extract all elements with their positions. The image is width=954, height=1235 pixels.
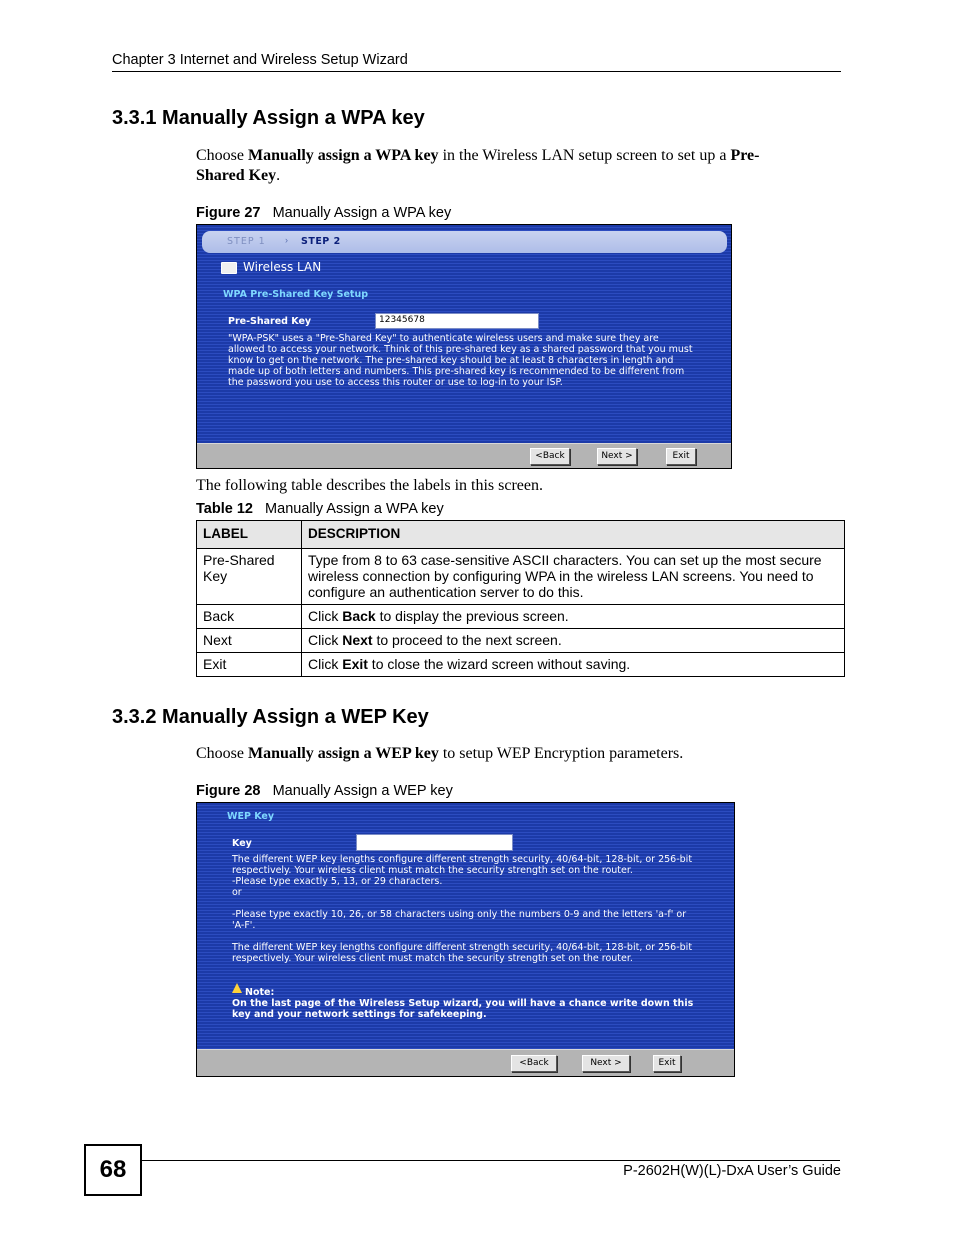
wep-button-bar	[197, 1049, 734, 1076]
intro-bold: Shared Key	[196, 167, 277, 184]
description-text: Click	[308, 632, 343, 648]
figure-label: Figure 27	[196, 205, 261, 221]
column-header-description: DESCRIPTION	[302, 521, 845, 549]
help-line: "WPA-PSK" uses a "Pre-Shared Key" to authenticate wireless users and make sure they are	[228, 333, 659, 344]
row-description	[302, 629, 845, 653]
column-header-label: LABEL	[197, 521, 302, 549]
intro-text: in the Wireless LAN setup screen to set up a	[438, 147, 731, 164]
row-label-line: Key	[203, 568, 228, 584]
description-bold: Exit	[342, 656, 368, 672]
step-1-tab[interactable]: STEP 1	[227, 236, 266, 247]
wpa-key-screenshot	[196, 224, 732, 469]
warning-icon	[232, 983, 242, 993]
wpa-help-text	[228, 333, 723, 388]
wep-key-input[interactable]	[356, 834, 513, 851]
help-line: made up of both letters and numbers. This pre-shared key is recommended to be different from	[228, 366, 685, 377]
help-line: the password you use to access this router or use to log-in to your ISP.	[228, 377, 563, 388]
note-line: key and your network settings for safekeeping.	[232, 1009, 487, 1020]
row-label: Next	[197, 629, 302, 653]
pre-shared-key-input[interactable]: 12345678	[375, 313, 539, 329]
table-12-caption	[196, 501, 444, 517]
figure-title: Manually Assign a WEP key	[272, 783, 453, 799]
running-head: Chapter 3 Internet and Wireless Setup Wizard	[112, 52, 408, 68]
exit-button[interactable]: Exit	[666, 448, 696, 465]
folder-icon	[221, 262, 237, 274]
note-line: On the last page of the Wireless Setup wizard, you will have a chance write down this	[232, 998, 694, 1009]
wep-help-text	[232, 854, 727, 964]
exit-button[interactable]: Exit	[653, 1055, 681, 1072]
wpa-label-table	[196, 520, 845, 677]
description-line: Type from 8 to 63 case-sensitive ASCII characters. You can set up the most secure	[308, 552, 822, 568]
description-line: configure an authentication server to do this.	[308, 584, 584, 600]
note-label: Note:	[245, 987, 275, 998]
guide-title: P-2602H(W)(L)-DxA User’s Guide	[623, 1163, 841, 1179]
table-header-row	[197, 521, 845, 549]
page-number: 68	[84, 1144, 142, 1196]
section-heading-wep: 3.3.2 Manually Assign a WEP Key	[112, 706, 429, 728]
description-text: Click	[308, 608, 343, 624]
description-text: to close the wizard screen without saving.	[367, 656, 631, 672]
pre-shared-key-label: Pre-Shared Key	[228, 316, 312, 327]
row-label-line: Pre-Shared	[203, 552, 275, 568]
wpa-section-title: WPA Pre-Shared Key Setup	[223, 289, 369, 300]
note-text	[232, 998, 727, 1020]
help-line: or	[232, 887, 242, 898]
wep-intro-paragraph	[196, 744, 683, 764]
help-line: -Please type exactly 10, 26, or 58 characters using only the numbers 0-9 and the letters 'a-f' or	[232, 909, 687, 920]
table-row	[197, 653, 845, 677]
help-line: allowed to access your network. Think of this pre-shared key as a shared password that you must	[228, 344, 693, 355]
table-title: Manually Assign a WPA key	[265, 501, 444, 517]
help-line: -Please type exactly 5, 13, or 29 characters.	[232, 876, 443, 887]
intro-bold: Pre-	[730, 147, 760, 164]
back-button[interactable]: <Back	[530, 448, 570, 465]
help-line: The different WEP key lengths configure different strength security, 40/64-bit, 128-bit, or 256-bit	[232, 854, 693, 865]
row-description	[302, 549, 845, 605]
intro-text: Choose	[196, 147, 248, 164]
table-row	[197, 549, 845, 605]
intro-text: to setup WEP Encryption parameters.	[438, 745, 684, 762]
wpa-button-bar	[197, 443, 731, 468]
help-line: respectively. Your wireless client must match the security strength set on the router.	[232, 953, 633, 964]
wpa-intro-paragraph	[196, 146, 816, 186]
key-label: Key	[232, 838, 252, 849]
table-label: Table 12	[196, 501, 253, 517]
help-line: respectively. Your wireless client must match the security strength set on the router.	[232, 865, 633, 876]
intro-bold: Manually assign a WPA key	[248, 147, 439, 164]
wep-key-screenshot	[196, 802, 735, 1077]
row-label	[197, 549, 302, 605]
wizard-step-bar	[202, 231, 727, 253]
footer-rule	[140, 1160, 840, 1161]
next-button[interactable]: Next >	[582, 1055, 630, 1072]
intro-text: .	[276, 167, 281, 184]
intro-text: Choose	[196, 745, 248, 762]
table-row	[197, 629, 845, 653]
figure-28-caption	[196, 783, 453, 799]
intro-bold: Manually assign a WEP key	[248, 745, 439, 762]
header-rule	[112, 71, 841, 72]
description-text: to display the previous screen.	[375, 608, 569, 624]
table-row	[197, 605, 845, 629]
help-line: know to get on the network. The pre-shared key should be at least 8 characters in length and	[228, 355, 674, 366]
description-text: Click	[308, 656, 343, 672]
row-description	[302, 605, 845, 629]
back-button[interactable]: <Back	[511, 1055, 557, 1072]
description-line: wireless connection by configuring WPA in the wireless LAN screens. You need to	[308, 568, 814, 584]
help-line: The different WEP key lengths configure different strength security, 40/64-bit, 128-bit, or 256-bit	[232, 942, 693, 953]
next-button[interactable]: Next >	[597, 448, 637, 465]
wep-section-title: WEP Key	[227, 811, 275, 822]
description-bold: Next	[342, 632, 373, 648]
table-intro-text: The following table describes the labels in this screen.	[196, 477, 544, 494]
help-line: 'A-F'.	[232, 920, 256, 931]
row-label: Back	[197, 605, 302, 629]
row-description	[302, 653, 845, 677]
step-2-tab[interactable]: STEP 2	[301, 236, 341, 247]
figure-label: Figure 28	[196, 783, 261, 799]
figure-title: Manually Assign a WPA key	[272, 205, 452, 221]
description-text: to proceed to the next screen.	[372, 632, 562, 648]
panel-title: Wireless LAN	[243, 260, 322, 274]
step-arrow-icon: ›	[285, 235, 288, 245]
description-bold: Back	[342, 608, 376, 624]
row-label: Exit	[197, 653, 302, 677]
section-heading-wpa: 3.3.1 Manually Assign a WPA key	[112, 107, 425, 129]
figure-27-caption	[196, 205, 451, 221]
